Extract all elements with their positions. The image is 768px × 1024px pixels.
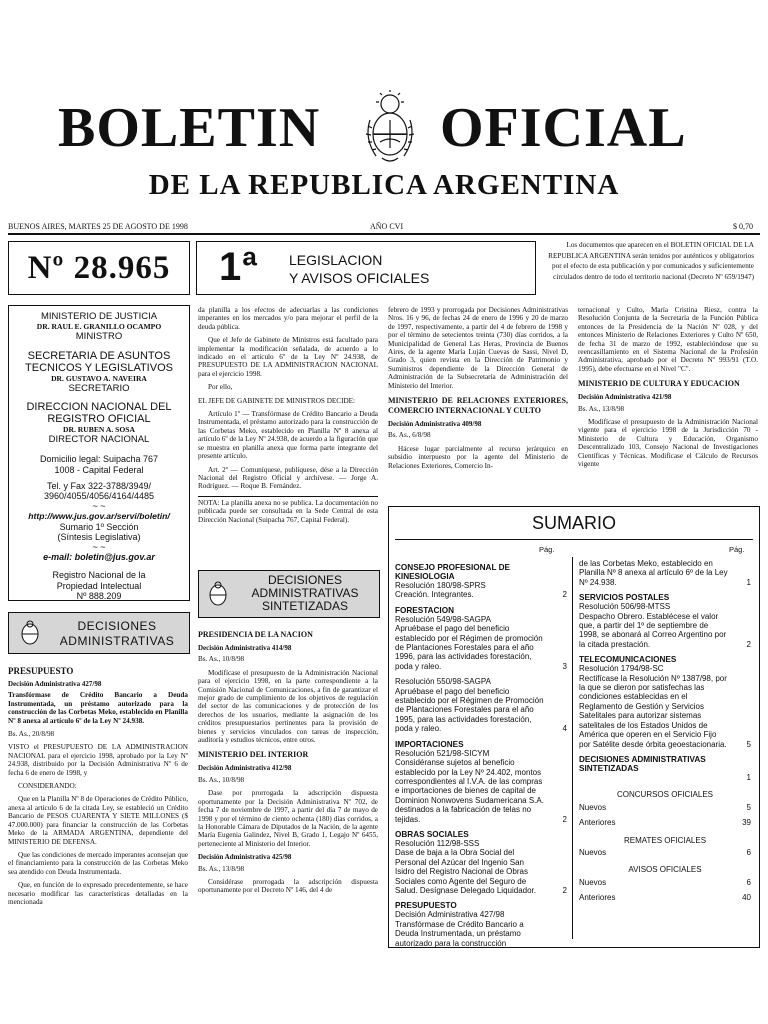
col2-nota: NOTA: La planilla anexa no se publica. La documentación no publicada puede ser consultada en la Sede Central de esta Dirección Nacional (Suipacha 767, Capital Federal). (198, 496, 378, 524)
masthead-title-right: OFICIAL (440, 97, 687, 159)
sumario-left-entry[interactable] (395, 606, 567, 671)
sumario-right-entry-page: 5 (746, 739, 751, 749)
col3-paragraph-1: febrero de 1993 y prorrogada por Decisiones Administrativas Nros. 16 y 96, de fechas 24 de enero de 1996 y 20 de marzo de 1997, respectivamente, a partir del 4 de febrero de 1998 y por el término de setecientos treinta (730) días corridos, a la Municipalidad de General Las Heras, Provincia de Buenos Aires, de la agente María Luján Cuevas de Sassi, Nivel D, Grado 3, quien revista en la Dirección de Patrimonio y Suministros dependiente de la Dirección General de Administración de la Subsecretaría de Administración del Ministerio del Interior. (388, 306, 568, 390)
secretary-title: SECRETARIO (68, 382, 130, 394)
decision-425-text: Considérase prorrogada la adscripción dispuesta oportunamente por el Decreto Nº 146, del 4 de (198, 877, 378, 895)
sumario-right-entry-text: Resolución 506/98-MTSS Despacho Obrero. Establécese el valor que, a partir del 1º de septiembre de 1998, se abonará al Correo Argentino por la citada prestación. (579, 602, 727, 649)
sumario-left-entry-row (395, 749, 567, 824)
remates-heading: REMATES OFICIALES (623, 835, 707, 845)
col1-considerando: CONSIDERANDO: (18, 782, 77, 791)
decision-425-title: Decisión Administrativa 425/98 (198, 853, 292, 862)
sumario-left-entry-text: Resolución 112/98-SSS Dase de baja a la Obra Social del Personal del Azúcar del Ingenio San Isidro del Registro Nacional de Obras Sociales como Agente del Seguro de Salud. Desígnase Delegado Liquidador. (395, 838, 536, 895)
summary-line2: (Síntesis Legislativa) (57, 531, 141, 542)
sumario-left-entry-text: Resolución 549/98-SAGPA Apruébase el pago del beneficio establecido por el Régimen de promoción de Plantaciones Forestales para el año 1996, para las actividades forestación, poda y raleo. (395, 614, 543, 671)
avisos-row-label: Nuevos (579, 877, 607, 887)
heading-presupuesto: PRESUPUESTO (8, 666, 74, 676)
sumario-left-entry[interactable] (395, 677, 567, 733)
sumario-right-entry-page: 2 (746, 639, 751, 649)
minister-title: MINISTRO (75, 331, 123, 343)
legal-notice: Los documentos que aparecen en el BOLETIN OFICIAL DE LA REPUBLICA ARGENTINA serán tenidos por auténticos y obligatorios por el efecto de esta publicación y por comunicados y suficientemente circulados dentro de todo el territorio nacional (Decreto Nº 659/1947) (548, 241, 754, 281)
sumario-left-entry-heading: CONSEJO PROFESIONAL DE KINESIOLOGIA (395, 563, 510, 581)
col2-decide: EL JEFE DE GABINETE DE MINISTROS DECIDE: (198, 396, 356, 405)
section-number: 1ª (219, 245, 259, 289)
column-1 (8, 660, 188, 950)
sumario-left-entry-row (395, 910, 567, 948)
sumario-divider (572, 557, 573, 939)
decisiones-banner (8, 612, 190, 654)
decision-421-date: Bs. As., 13/8/98 (578, 404, 625, 413)
decision-412-date: Bs. As., 10/8/98 (198, 775, 245, 784)
seal-icon-2 (207, 581, 229, 607)
concursos-row-label: Anteriores (579, 818, 616, 828)
address-line2: 1008 - Capital Federal (54, 464, 144, 475)
avisos-row[interactable] (579, 893, 751, 902)
summary-line1: Sumario 1º Sección (59, 521, 139, 532)
sumario-right-entry-heading: TELECOMUNICACIONES (579, 655, 677, 665)
section-box (196, 241, 536, 295)
sumario-left-entry[interactable] (395, 830, 567, 895)
decision-412-text: Dase por prorrogada la adscripción dispuesta oportunamente por la Decisión Administrativa Nº 702, de fecha 7 de noviembre de 1997, a partir del día 7 de mayo de 1998 y por el término de ciento ochenta (180) días corridos, a la Honorable Cámara de Diputados de la Nación, de la agente María Eugenia Galindez, Nivel B, Grado 1, Legajo Nº 6455, perteneciente al Ministerio del Interior. (198, 789, 378, 848)
remates-row-page: 6 (746, 847, 751, 857)
staff-box (8, 305, 190, 601)
registry-line2: Propiedad Intelectual (56, 580, 142, 591)
col2-article-2: Art. 2º — Comuníquese, publíquese, dése a la Dirección Nacional del Registro Oficial y archívese. — Jorge A. Rodríguez. — Roque B. Fernández. (198, 465, 378, 491)
sumario-right-entry-page: 1 (746, 577, 751, 587)
sumario-left-entry-row (395, 839, 567, 895)
decisiones-banner-line1: DECISIONES (77, 619, 157, 633)
column-2 (198, 306, 378, 562)
remates-row[interactable] (579, 848, 751, 857)
pag-label-right: Pág. (729, 545, 745, 554)
decision-421-text: Modifícase el presupuesto de la Administración Nacional vigente para el ejercicio 1998 de la Jurisdicción 70 -Ministerio de Cultura y Educación, Organismo Descentralizado 103, Consejo Nacional de Investigaciones Científicas y Técnicas. Modifícase el Cálculo de Recursos vigente (578, 418, 758, 469)
sumario-right-entry-text: de las Corbetas Meko, establecido en Planilla Nº 8 anexa al artículo 6º de la Ley Nº 24.938. (579, 559, 728, 587)
heading-relaciones-exteriores: MINISTERIO DE RELACIONES EXTERIORES, COMERCIO INTERNACIONAL Y CULTO (388, 396, 568, 416)
sumario-right-entry-text (579, 773, 729, 782)
sintetizadas-line2: ADMINISTRATIVAS (251, 586, 359, 600)
secretary-name: DR. GUSTAVO A. NAVEIRA (51, 373, 147, 383)
sumario-left-entry-page: 3 (562, 661, 567, 671)
decision-425-date: Bs. As., 13/8/98 (198, 864, 245, 873)
sumario-left-entry[interactable] (395, 740, 567, 824)
heading-interior: MINISTERIO DEL INTERIOR (198, 750, 309, 760)
sumario-right-entry-row (579, 664, 751, 749)
website-link[interactable]: http://www.jus.gov.ar/servi/boletin/ (28, 511, 170, 522)
masthead-title-left: BOLETIN (58, 97, 321, 159)
avisos-row[interactable] (579, 878, 751, 887)
column-2-lower (198, 624, 378, 950)
heading-cultura: MINISTERIO DE CULTURA Y EDUCACION (578, 379, 740, 389)
email-link[interactable]: e-mail: boletin@jus.gov.ar (43, 552, 155, 563)
sumario-left-entry-text: Resolución 550/98-SAGPA Apruébase el pago del beneficio establecido por el Régimen de Promoción de Plantaciones Forestales para el año 1995, para las actividades forestación, poda y raleo. (395, 677, 544, 734)
col2-por-ello: Por ello, (208, 383, 233, 392)
decision-409-title: Decisión Administrativa 409/98 (388, 420, 482, 429)
separator-2: ~ ~ (92, 542, 106, 553)
col2-article-1: Artículo 1º — Transfórmase de Crédito Bancario a Deuda Instrumentada, el préstamo autorizado para la construcción de las Corbetas Meko, establecido en Planilla Nº 8 anexa al artículo 6º de la Ley Nº 24.938, de acuerdo a la figuración que se muestra en planilla anexa que forma parte integrante del presente artículo. (198, 410, 378, 461)
minister-name: DR. RAUL E. GRANILLO OCAMPO (36, 322, 162, 332)
separator-1: ~ ~ (92, 501, 106, 512)
concursos-row-page: 39 (742, 818, 751, 828)
sumario-box (388, 506, 760, 948)
sumario-left-entry-row (395, 581, 567, 600)
decisiones-sintetizadas-banner (198, 570, 380, 618)
dateline-price: $ 0,70 (733, 222, 753, 231)
decision-427-summary: Transfórmase de Crédito Bancario a Deuda Instrumentada, un préstamo autorizado para la construcción de las Corbetas Meko, establecido en Planilla Nº 8 anexa al artículo 6º de la Ley Nº 24.938. (8, 691, 188, 725)
direction-line1: DIRECCION NACIONAL DEL (26, 401, 172, 414)
sumario-right-entry[interactable] (579, 593, 751, 649)
registry-line1: Registro Nacional de la (52, 570, 146, 581)
section-line1: LEGISLACION (289, 252, 383, 268)
registry-number: Nº 888.209 (76, 590, 122, 601)
decision-414-title: Decisión Administrativa 414/98 (198, 644, 292, 652)
sumario-right-entry-row (579, 559, 751, 587)
sumario-left-entry-row (395, 677, 567, 733)
phone-line1: Tel. y Fax 322-3788/3949/ (46, 480, 152, 491)
sumario-title: SUMARIO (531, 513, 616, 533)
address-line1: Domicilio legal: Suipacha 767 (39, 454, 159, 465)
col1-paragraph-3: Que en la Planilla Nº 8 de Operaciones de Crédito Público, anexa al artículo 6 de la citada Ley, se estableció un Crédito Bancario de PESOS CUARENTA Y SIETE MILLONES ($ 47.000.000) para financiar la construcción de las Corbetas Meko de la ARMADA ARGENTINA, dependiente del MINISTERIO DE DEFENSA. (8, 795, 188, 846)
col1-paragraph-1: VISTO el PRESUPUESTO DE LA ADMINISTRACION NACIONAL para el ejercicio 1998, aprobado por la Ley Nº 24.938, distribuido por la Decisión Administrativa Nº 6 de fecha 6 de enero de 1998, y (8, 743, 188, 777)
sumario-left-entry-page: 2 (562, 885, 567, 895)
column-4 (578, 306, 758, 502)
avisos-row-page: 40 (742, 893, 751, 903)
issue-number: Nº 28.965 (8, 241, 190, 295)
section-line2: Y AVISOS OFICIALES (289, 270, 430, 286)
phone-line2: 3960/4055/4056/4164/4485 (43, 491, 155, 502)
decision-427-date: Bs. As., 20/8/98 (8, 730, 55, 739)
heading-presidencia: PRESIDENCIA DE LA NACION (198, 630, 313, 639)
sintetizadas-line3: SINTETIZADAS (261, 599, 348, 613)
sumario-rule (395, 539, 753, 540)
dateline-rule (8, 233, 760, 235)
sumario-right-entry-heading: DECISIONES ADMINISTRATIVAS SINTETIZADAS (579, 754, 706, 773)
director-name: DR. RUBEN A. SOSA (63, 425, 135, 435)
sumario-left-entry-heading: IMPORTACIONES (395, 739, 464, 749)
sumario-left-entry-heading: OBRAS SOCIALES (395, 829, 469, 839)
col1-paragraph-5: Que, en función de lo expresado precedentemente, se hace necesario modificar las características detalladas en la mencionada (8, 881, 188, 906)
avisos-row-page: 6 (746, 877, 751, 887)
col4-paragraph-1: ternacional y Culto, María Cristina Riesz, contra la Resolución Conjunta de la Secretaría de la Función Pública entonces de la Presidencia de la Nación Nº 028, y del entonces Ministerio de Relaciones Exteriores y Culto Nº 650, de fecha 31 de marzo de 1992, establecióndose que su reencasillamiento en el Sistema Nacional de la Profesión Administrativa, aprobado por el Decreto Nº 993/91 (T.O. 1995), debe efectuarse en el Nivel "C". (578, 306, 758, 373)
sumario-right-entry-heading: SERVICIOS POSTALES (579, 593, 670, 603)
sumario-left-entry-page: 2 (562, 590, 567, 600)
coat-of-arms-icon (362, 90, 418, 168)
dateline-year: AÑO CVI (370, 222, 404, 231)
sumario-right-column (579, 559, 751, 941)
sumario-left-entry-page: 4 (562, 724, 567, 734)
sumario-right-entry[interactable] (579, 559, 751, 587)
sumario-left-entry-text: Resolución 521/98-SICYM Considéranse sujetos al beneficio establecido por la Ley Nº 24.402, montos correspondientes al I.V.A. de las compras e importaciones de bienes de capital de Dominion Nonwovens Sudamericana S.A. destinados a la fabricación de telas no tejidas. (395, 748, 544, 824)
decision-409-text: Hácese lugar parcialmente al recurso jerárquico en subsidio interpuesto por la agente del Ministerio de Relaciones Exteriores, Comercio In- (388, 444, 568, 470)
col2-paragraph-2: Que el Jefe de Gabinete de Ministros está facultado para implementar la modificación señalada, de acuerdo a lo indicado en el artículo 6º de la Ley Nº 24.938, de PRESUPUESTO DE LA ADMINISTRACION NACIONAL para el ejercicio 1998. (198, 336, 378, 378)
seal-icon (19, 620, 41, 646)
dateline-date: BUENOS AIRES, MARTES 25 DE AGOSTO DE 1998 (8, 222, 188, 231)
masthead-subtitle: DE LA REPUBLICA ARGENTINA (148, 169, 620, 201)
sumario-left-entry[interactable] (395, 901, 567, 948)
secretariat-line1: SECRETARIA DE ASUNTOS (27, 349, 171, 362)
concursos-heading: CONCURSOS OFICIALES (616, 790, 713, 800)
concursos-row-label: Nuevos (579, 802, 607, 812)
decision-414-text: Modifícase el presupuesto de la Administración Nacional para el ejercicio 1998, en la parte correspondiente a la Comisión Nacional de Comunicaciones, a fin de garantizar el mejor grado de cumplimiento de los objetivos de regulación del sector de las comunicaciones y de protección de los derechos de los usuarios, mediante la asignación de los créditos presupuestarios pertinentes para la provisión de bienes y servicios vinculados con tareas de inspección, auditoría y estudios técnicos, entre otros. (198, 668, 378, 745)
concursos-row-page: 5 (746, 802, 751, 812)
decisiones-banner-line2: ADMINISTRATIVAS (59, 634, 175, 648)
decision-409-date: Bs. As., 6/8/98 (388, 431, 431, 440)
ministry-name: MINISTERIO DE JUSTICIA (40, 311, 158, 322)
sumario-left-entry-heading: PRESUPUESTO (395, 901, 457, 911)
sumario-right-entry-page: 1 (746, 772, 751, 782)
sumario-left-entry-text: Decisión Administrativa 427/98 Transfórmase de Crédito Bancario a Deuda Instrumentada, un préstamo autorizado para la construcción (395, 910, 524, 948)
decision-427-title: Decisión Administrativa 427/98 (8, 680, 102, 688)
sumario-right-entry[interactable] (579, 655, 751, 749)
pag-label-left: Pág. (539, 545, 555, 554)
sumario-right-entry-row (579, 773, 751, 782)
sumario-left-entry-page: 2 (562, 814, 567, 824)
director-title: DIRECTOR NACIONAL (48, 434, 150, 446)
col1-paragraph-4: Que las condiciones de mercado imperantes aconsejan que el financiamiento para la construcción de las Corbetas Meko sea atendido con Deuda Instrumentada. (8, 850, 188, 876)
concursos-row[interactable] (579, 803, 751, 812)
col2-paragraph-1: da planilla a los efectos de adecuarlas a las condiciones imperantes en los mercados y/o para mejorar el perfil de la deuda pública. (198, 306, 378, 331)
sumario-left-entry-text: Resolución 180/98-SPRS Creación. Integrantes. (395, 581, 486, 600)
sumario-left-entry-heading: FORESTACION (395, 605, 454, 615)
concursos-row[interactable] (579, 818, 751, 827)
direction-line2: REGISTRO OFICIAL (47, 413, 151, 426)
column-3 (388, 306, 568, 502)
decision-412-title: Decisión Administrativa 412/98 (198, 764, 292, 773)
remates-row-label: Nuevos (579, 847, 607, 857)
sintetizadas-line1: DECISIONES (267, 573, 342, 587)
decision-414-date: Bs. As., 10/8/98 (198, 655, 245, 664)
decision-421-title: Decisión Administrativa 421/98 (578, 393, 672, 402)
sumario-left-entry-row (395, 615, 567, 671)
avisos-heading: AVISOS OFICIALES (628, 865, 702, 875)
secretariat-line2: TECNICOS Y LEGISLATIVOS (25, 361, 173, 374)
sumario-left-entry[interactable] (395, 563, 567, 600)
sumario-left-column (395, 559, 567, 948)
sumario-right-entry-text: Resolución 1794/98-SC Rectifícase la Resolución Nº 1387/98, por la que se dieron por satisfechas las condiciones establecidas en el Reglamento de Gestión y Servicios Satelitales para autorizar sistemas satelitales de los Estados Unidos de América que operen en el Servicio Fijo por Satélite desde órbita geoestacionaria. (579, 664, 727, 749)
sumario-right-entry-row (579, 602, 751, 649)
sumario-right-entry[interactable] (579, 755, 751, 782)
avisos-row-label: Anteriores (579, 893, 616, 903)
